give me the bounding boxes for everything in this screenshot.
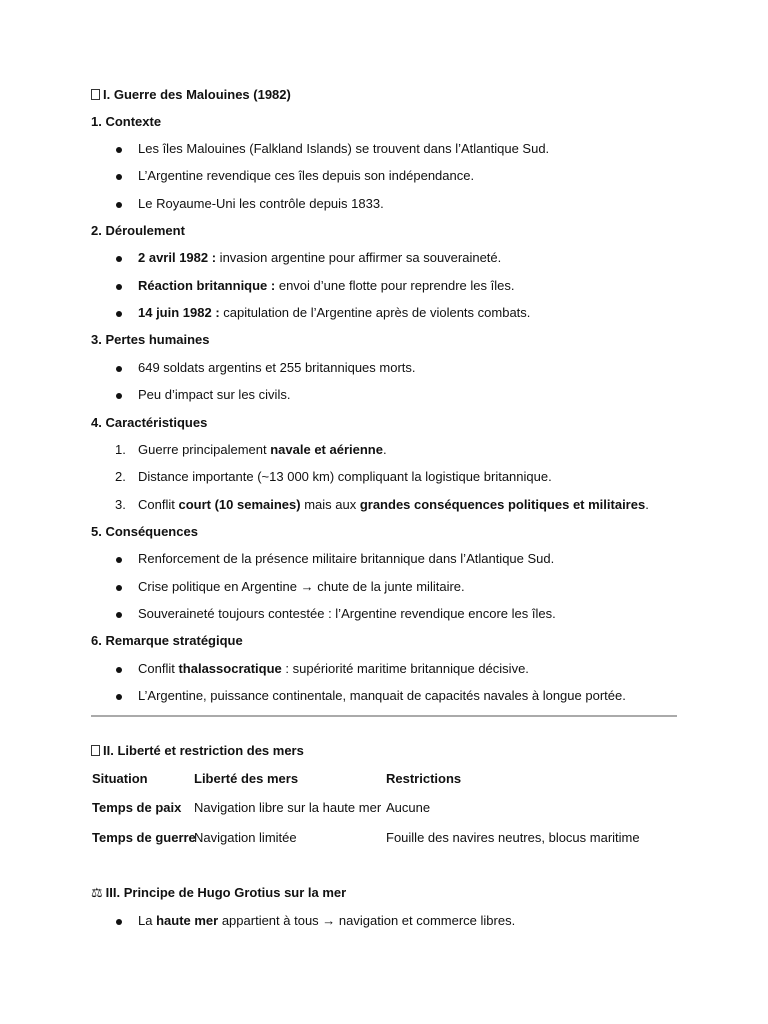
- bullet: [116, 612, 122, 618]
- list-item: Souveraineté toujours contestée : l’Argentine revendique encore les îles.: [138, 606, 556, 621]
- table-cell: Navigation libre sur la haute mer: [194, 800, 382, 815]
- table-header: Situation: [92, 771, 148, 786]
- section-2-title-text: II. Liberté et restriction des mers: [103, 743, 304, 758]
- bullet: [116, 256, 122, 262]
- list-item: 649 soldats argentins et 255 britanniques morts.: [138, 360, 416, 375]
- list-item: Peu d’impact sur les civils.: [138, 387, 291, 402]
- section-2-title: [91, 743, 304, 758]
- list-number: 2.: [115, 469, 126, 484]
- list-item: L’Argentine revendique ces îles depuis son indépendance.: [138, 168, 475, 183]
- list-item: 14 juin 1982 : capitulation de l’Argentine après de violents combats.: [138, 305, 531, 320]
- scales-icon: ⚖: [91, 885, 103, 900]
- table-header: Liberté des mers: [194, 771, 299, 786]
- section-3-title: [91, 885, 346, 901]
- heading-deroulement: 2. Déroulement: [91, 223, 185, 238]
- bullet: [116, 585, 122, 591]
- list-item: Crise politique en Argentine → chute de la junte militaire.: [138, 579, 465, 594]
- list-item: La haute mer appartient à tous → navigation et commerce libres.: [138, 913, 516, 928]
- heading-remarque: 6. Remarque stratégique: [91, 633, 243, 648]
- list-item: Les îles Malouines (Falkland Islands) se trouvent dans l’Atlantique Sud.: [138, 141, 550, 156]
- list-item: 2 avril 1982 : invasion argentine pour affirmer sa souveraineté.: [138, 250, 502, 265]
- bullet: [116, 311, 122, 317]
- list-number: 1.: [115, 442, 126, 457]
- table-cell: Fouille des navires neutres, blocus maritime: [386, 830, 640, 845]
- bullet: [116, 284, 122, 290]
- table-cell: Aucune: [386, 800, 431, 815]
- list-item: Distance importante (~13 000 km) compliquant la logistique britannique.: [138, 469, 552, 484]
- list-item: Conflit court (10 semaines) mais aux grandes conséquences politiques et militaires.: [138, 497, 649, 512]
- list-item: Le Royaume-Uni les contrôle depuis 1833.: [138, 196, 384, 211]
- section-1-title: [91, 87, 291, 102]
- table-header: Restrictions: [386, 771, 462, 786]
- list-item: Renforcement de la présence militaire britannique dans l’Atlantique Sud.: [138, 551, 555, 566]
- bullet: [116, 147, 122, 153]
- bullet: [116, 919, 122, 925]
- section-1-title-text: I. Guerre des Malouines (1982): [103, 87, 291, 102]
- list-item: L’Argentine, puissance continentale, manquait de capacités navales à longue portée.: [138, 688, 626, 703]
- bullet: [116, 557, 122, 563]
- missing-glyph-icon: [91, 89, 100, 100]
- list-item: Conflit thalassocratique : supériorité maritime britannique décisive.: [138, 661, 529, 676]
- table-cell: Temps de paix: [92, 800, 182, 815]
- horizontal-rule: [91, 715, 677, 717]
- heading-consequences: 5. Conséquences: [91, 524, 198, 539]
- heading-contexte: 1. Contexte: [91, 114, 162, 129]
- bullet: [116, 202, 122, 208]
- list-number: 3.: [115, 497, 126, 512]
- list-item: Réaction britannique : envoi d’une flotte pour reprendre les îles.: [138, 278, 515, 293]
- missing-glyph-icon: [91, 745, 100, 756]
- list-item: Guerre principalement navale et aérienne.: [138, 442, 387, 457]
- heading-caracteristiques: 4. Caractéristiques: [91, 415, 208, 430]
- bullet: [116, 366, 122, 372]
- table-cell: Navigation limitée: [194, 830, 297, 845]
- bullet: [116, 174, 122, 180]
- bullet: [116, 393, 122, 399]
- table-cell: Temps de guerre: [92, 830, 196, 845]
- section-3-title-text: III. Principe de Hugo Grotius sur la mer: [105, 885, 347, 900]
- bullet: [116, 667, 122, 673]
- heading-pertes: 3. Pertes humaines: [91, 332, 210, 347]
- bullet: [116, 694, 122, 700]
